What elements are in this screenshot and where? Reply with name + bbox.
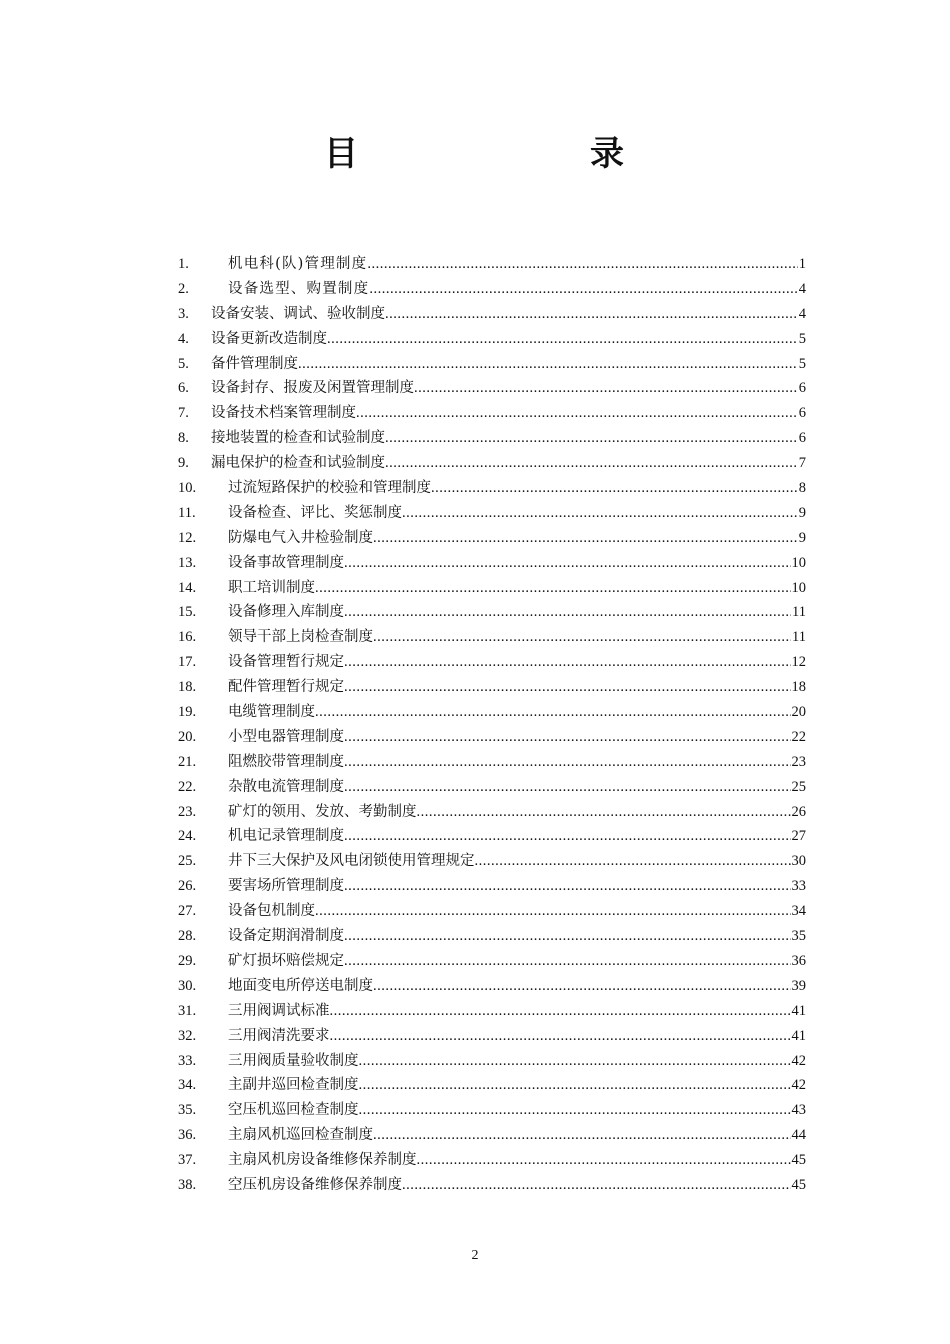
toc-leader-dots [344, 725, 791, 750]
toc-entry[interactable] [178, 675, 806, 700]
toc-entry-number: 25. [178, 853, 197, 870]
toc-leader-dots [344, 551, 791, 576]
toc-entry-line [228, 576, 806, 601]
toc-entry-page: 7 [798, 455, 806, 472]
toc-entry-line [228, 501, 806, 526]
toc-entry-line [228, 675, 806, 700]
toc-entry[interactable] [178, 800, 806, 825]
toc-entry-line [228, 800, 806, 825]
toc-entry-page: 12 [791, 654, 806, 671]
toc-entry-number: 38. [178, 1176, 197, 1193]
toc-entry-page: 22 [791, 728, 806, 745]
document-title [0, 130, 950, 178]
toc-entry-line [228, 1148, 806, 1173]
toc-entry-title: 接地装置的检查和试验制度 [211, 430, 385, 447]
toc-entry-title: 领导干部上岗检查制度 [228, 629, 373, 646]
toc-entry-line [228, 824, 806, 849]
toc-entry[interactable] [178, 302, 806, 327]
toc-leader-dots [373, 526, 798, 551]
toc-entry-line [228, 924, 806, 949]
toc-entry-number: 37. [178, 1152, 197, 1169]
toc-entry-page: 41 [791, 1027, 806, 1044]
toc-entry[interactable] [178, 700, 806, 725]
toc-entry[interactable] [178, 974, 806, 999]
toc-entry[interactable] [178, 750, 806, 775]
toc-entry-title: 机电记录管理制度 [228, 828, 344, 845]
toc-entry-line [228, 949, 806, 974]
toc-entry[interactable] [178, 874, 806, 899]
toc-leader-dots [359, 1098, 791, 1123]
toc-entry-line [228, 725, 806, 750]
toc-leader-dots [385, 426, 798, 451]
toc-entry-number: 35. [178, 1102, 197, 1119]
toc-entry-title: 小型电器管理制度 [228, 728, 344, 745]
toc-leader-dots [315, 899, 791, 924]
toc-leader-dots [359, 1049, 791, 1074]
toc-entry-page: 6 [798, 405, 806, 422]
toc-entry-number: 8. [178, 430, 189, 447]
toc-entry-number: 17. [178, 654, 197, 671]
toc-leader-dots [344, 650, 791, 675]
toc-entry-page: 5 [798, 330, 806, 347]
toc-entry-page: 10 [791, 554, 806, 571]
toc-leader-dots [344, 824, 791, 849]
title-char-1: 目 [324, 134, 358, 174]
toc-entry[interactable] [178, 1049, 806, 1074]
toc-entry-title: 设备技术档案管理制度 [211, 405, 356, 422]
toc-entry[interactable] [178, 1173, 806, 1198]
toc-entry-number: 2. [178, 280, 189, 297]
toc-entry[interactable] [178, 824, 806, 849]
toc-entry-line [228, 874, 806, 899]
toc-entry[interactable] [178, 551, 806, 576]
toc-entry-title: 备件管理制度 [211, 355, 298, 372]
toc-entry-page: 45 [791, 1176, 806, 1193]
toc-entry-page: 6 [798, 380, 806, 397]
toc-entry-page: 42 [791, 1077, 806, 1094]
toc-entry-title: 矿灯损坏赔偿规定 [228, 952, 344, 969]
toc-entry-title: 设备管理暂行规定 [228, 654, 344, 671]
toc-leader-dots [344, 675, 791, 700]
toc-entry-page: 4 [798, 280, 806, 297]
toc-leader-dots [344, 949, 791, 974]
toc-entry-title: 矿灯的领用、发放、考勤制度 [228, 803, 417, 820]
toc-entry-line [228, 1123, 806, 1148]
toc-entry-number: 6. [178, 380, 189, 397]
toc-entry-title: 电缆管理制度 [228, 704, 315, 721]
toc-entry-line [211, 401, 806, 426]
toc-entry[interactable] [178, 451, 806, 476]
toc-entry-line [228, 1049, 806, 1074]
toc-entry-number: 27. [178, 903, 197, 920]
toc-entry[interactable] [178, 1073, 806, 1098]
toc-entry-page: 9 [798, 504, 806, 521]
toc-entry-number: 31. [178, 1002, 197, 1019]
toc-entry-title: 设备修理入库制度 [228, 604, 344, 621]
toc-leader-dots [344, 600, 791, 625]
toc-entry-line [228, 650, 806, 675]
toc-entry-title: 设备事故管理制度 [228, 554, 344, 571]
toc-entry-line [211, 302, 806, 327]
toc-entry-number: 16. [178, 629, 197, 646]
toc-entry-page: 18 [791, 679, 806, 696]
toc-entry-page: 41 [791, 1002, 806, 1019]
toc-leader-dots [315, 576, 791, 601]
toc-entry-line [211, 376, 806, 401]
toc-entry-line [228, 899, 806, 924]
toc-entry-number: 36. [178, 1127, 197, 1144]
toc-leader-dots [315, 700, 791, 725]
toc-entry-line [228, 974, 806, 999]
toc-entry-page: 27 [791, 828, 806, 845]
toc-entry-number: 14. [178, 579, 197, 596]
toc-entry-title: 防爆电气入井检验制度 [228, 529, 373, 546]
toc-entry-line [228, 476, 806, 501]
toc-entry-line [228, 600, 806, 625]
toc-entry-number: 28. [178, 928, 197, 945]
toc-entry-line [228, 1024, 806, 1049]
toc-entry-line [228, 252, 806, 277]
toc-entry[interactable] [178, 526, 806, 551]
toc-leader-dots [298, 352, 798, 377]
toc-entry-title: 三用阀清洗要求 [228, 1027, 330, 1044]
toc-leader-dots [367, 252, 797, 277]
toc-entry-line [228, 999, 806, 1024]
toc-entry-line [228, 849, 806, 874]
toc-leader-dots [373, 1123, 791, 1148]
toc-leader-dots [344, 874, 791, 899]
toc-entry-page: 5 [798, 355, 806, 372]
toc-leader-dots [344, 750, 791, 775]
toc-entry[interactable] [178, 476, 806, 501]
toc-entry-page: 23 [791, 753, 806, 770]
toc-entry[interactable] [178, 426, 806, 451]
toc-entry-title: 设备包机制度 [228, 903, 315, 920]
toc-entry-number: 24. [178, 828, 197, 845]
toc-entry[interactable] [178, 849, 806, 874]
toc-entry-number: 29. [178, 952, 197, 969]
toc-entry-line [228, 551, 806, 576]
toc-entry-line [228, 750, 806, 775]
toc-entry-title: 主扇风机房设备维修保养制度 [228, 1152, 417, 1169]
toc-entry-page: 4 [798, 305, 806, 322]
toc-entry-number: 10. [178, 480, 197, 497]
toc-entry-page: 6 [798, 430, 806, 447]
toc-entry-number: 22. [178, 778, 197, 795]
toc-leader-dots [373, 974, 791, 999]
toc-entry-page: 20 [791, 704, 806, 721]
toc-entry-page: 33 [791, 878, 806, 895]
toc-entry[interactable] [178, 277, 806, 302]
toc-entry-title: 设备安装、调试、验收制度 [211, 305, 385, 322]
toc-entry[interactable] [178, 625, 806, 650]
toc-leader-dots [356, 401, 798, 426]
toc-entry[interactable] [178, 327, 806, 352]
toc-leader-dots [417, 800, 791, 825]
toc-entry-page: 44 [791, 1127, 806, 1144]
toc-leader-dots [414, 376, 798, 401]
toc-entry-page: 10 [791, 579, 806, 596]
toc-leader-dots [417, 1148, 791, 1173]
toc-leader-dots [385, 451, 798, 476]
toc-entry-title: 配件管理暂行规定 [228, 679, 344, 696]
toc-entry-line [228, 1173, 806, 1198]
toc-entry-number: 32. [178, 1027, 197, 1044]
toc-leader-dots [402, 1173, 791, 1198]
toc-entry-title: 设备检查、评比、奖惩制度 [228, 504, 402, 521]
toc-entry-line [211, 327, 806, 352]
toc-entry[interactable] [178, 352, 806, 377]
toc-entry-title: 要害场所管理制度 [228, 878, 344, 895]
toc-entry-page: 43 [791, 1102, 806, 1119]
toc-entry[interactable] [178, 252, 806, 277]
toc-entry-number: 7. [178, 405, 189, 422]
table-of-contents [178, 252, 806, 1198]
toc-leader-dots [402, 501, 798, 526]
toc-entry-title: 主副井巡回检查制度 [228, 1077, 359, 1094]
toc-entry-number: 4. [178, 330, 189, 347]
page-number: 2 [471, 1248, 479, 1263]
toc-entry-title: 空压机巡回检查制度 [228, 1102, 359, 1119]
toc-entry-number: 3. [178, 305, 189, 322]
toc-entry-line [211, 426, 806, 451]
toc-entry[interactable] [178, 725, 806, 750]
toc-entry-number: 34. [178, 1077, 197, 1094]
toc-entry[interactable] [178, 1123, 806, 1148]
toc-leader-dots [344, 775, 791, 800]
toc-entry-page: 25 [791, 778, 806, 795]
toc-entry[interactable] [178, 924, 806, 949]
toc-entry-title: 设备更新改造制度 [211, 330, 327, 347]
toc-entry-number: 13. [178, 554, 197, 571]
toc-entry[interactable] [178, 1024, 806, 1049]
toc-entry[interactable] [178, 576, 806, 601]
toc-entry-line [211, 352, 806, 377]
toc-entry-number: 18. [178, 679, 197, 696]
toc-entry-line [228, 700, 806, 725]
toc-entry-page: 45 [791, 1152, 806, 1169]
toc-leader-dots [369, 277, 797, 302]
toc-entry-title: 阻燃胶带管理制度 [228, 753, 344, 770]
toc-leader-dots [385, 302, 798, 327]
toc-entry-title: 三用阀质量验收制度 [228, 1052, 359, 1069]
toc-entry-page: 1 [798, 256, 806, 272]
toc-entry[interactable] [178, 650, 806, 675]
toc-entry-page: 30 [791, 853, 806, 870]
toc-entry-number: 9. [178, 455, 189, 472]
toc-entry-number: 11. [178, 504, 196, 521]
title-char-2: 录 [590, 134, 624, 174]
toc-entry-title: 三用阀调试标准 [228, 1002, 330, 1019]
toc-entry-title: 过流短路保护的校验和管理制度 [228, 480, 431, 497]
toc-entry-number: 20. [178, 728, 197, 745]
toc-entry-number: 5. [178, 355, 189, 372]
toc-entry-page: 35 [791, 928, 806, 945]
toc-leader-dots [344, 924, 791, 949]
toc-leader-dots [475, 849, 791, 874]
toc-entry[interactable] [178, 376, 806, 401]
toc-entry[interactable] [178, 775, 806, 800]
toc-entry-number: 33. [178, 1052, 197, 1069]
toc-entry-page: 42 [791, 1052, 806, 1069]
toc-entry[interactable] [178, 1098, 806, 1123]
toc-entry-page: 26 [791, 803, 806, 820]
toc-leader-dots [330, 999, 791, 1024]
toc-entry-title: 机电科(队)管理制度 [228, 256, 368, 272]
toc-entry-title: 井下三大保护及风电闭锁使用管理规定 [228, 853, 475, 870]
toc-entry-page: 9 [798, 529, 806, 546]
toc-entry-line [228, 625, 806, 650]
toc-entry-page: 34 [791, 903, 806, 920]
toc-entry-title: 地面变电所停送电制度 [228, 977, 373, 994]
toc-entry-page: 39 [791, 977, 806, 994]
toc-entry-line [228, 277, 806, 302]
toc-entry[interactable] [178, 401, 806, 426]
toc-entry-page: 8 [798, 480, 806, 497]
toc-entry-line [211, 451, 806, 476]
toc-entry-page: 11 [792, 604, 806, 621]
toc-leader-dots [431, 476, 798, 501]
toc-entry-line [228, 775, 806, 800]
toc-leader-dots [330, 1024, 791, 1049]
toc-entry-line [228, 1098, 806, 1123]
toc-entry[interactable] [178, 999, 806, 1024]
toc-leader-dots [359, 1073, 791, 1098]
toc-entry-title: 漏电保护的检查和试验制度 [211, 455, 385, 472]
toc-entry-title: 杂散电流管理制度 [228, 778, 344, 795]
toc-entry-number: 15. [178, 604, 197, 621]
toc-entry-line [228, 1073, 806, 1098]
toc-entry[interactable] [178, 899, 806, 924]
toc-entry-number: 23. [178, 803, 197, 820]
toc-leader-dots [327, 327, 798, 352]
toc-entry-line [228, 526, 806, 551]
toc-entry[interactable] [178, 600, 806, 625]
toc-leader-dots [373, 625, 791, 650]
toc-entry-number: 26. [178, 878, 197, 895]
toc-entry[interactable] [178, 501, 806, 526]
toc-entry[interactable] [178, 949, 806, 974]
toc-entry-number: 19. [178, 704, 197, 721]
toc-entry-title: 空压机房设备维修保养制度 [228, 1176, 402, 1193]
toc-entry-title: 职工培训制度 [228, 579, 315, 596]
toc-entry-number: 21. [178, 753, 197, 770]
toc-entry-title: 设备定期润滑制度 [228, 928, 344, 945]
toc-entry-title: 设备选型、购置制度 [228, 280, 370, 297]
toc-entry-page: 36 [791, 952, 806, 969]
toc-entry-number: 1. [178, 256, 189, 272]
toc-entry-title: 设备封存、报废及闲置管理制度 [211, 380, 414, 397]
toc-entry-number: 30. [178, 977, 197, 994]
toc-entry-title: 主扇风机巡回检查制度 [228, 1127, 373, 1144]
toc-entry-number: 12. [178, 529, 197, 546]
toc-entry[interactable] [178, 1148, 806, 1173]
toc-entry-page: 11 [792, 629, 806, 646]
